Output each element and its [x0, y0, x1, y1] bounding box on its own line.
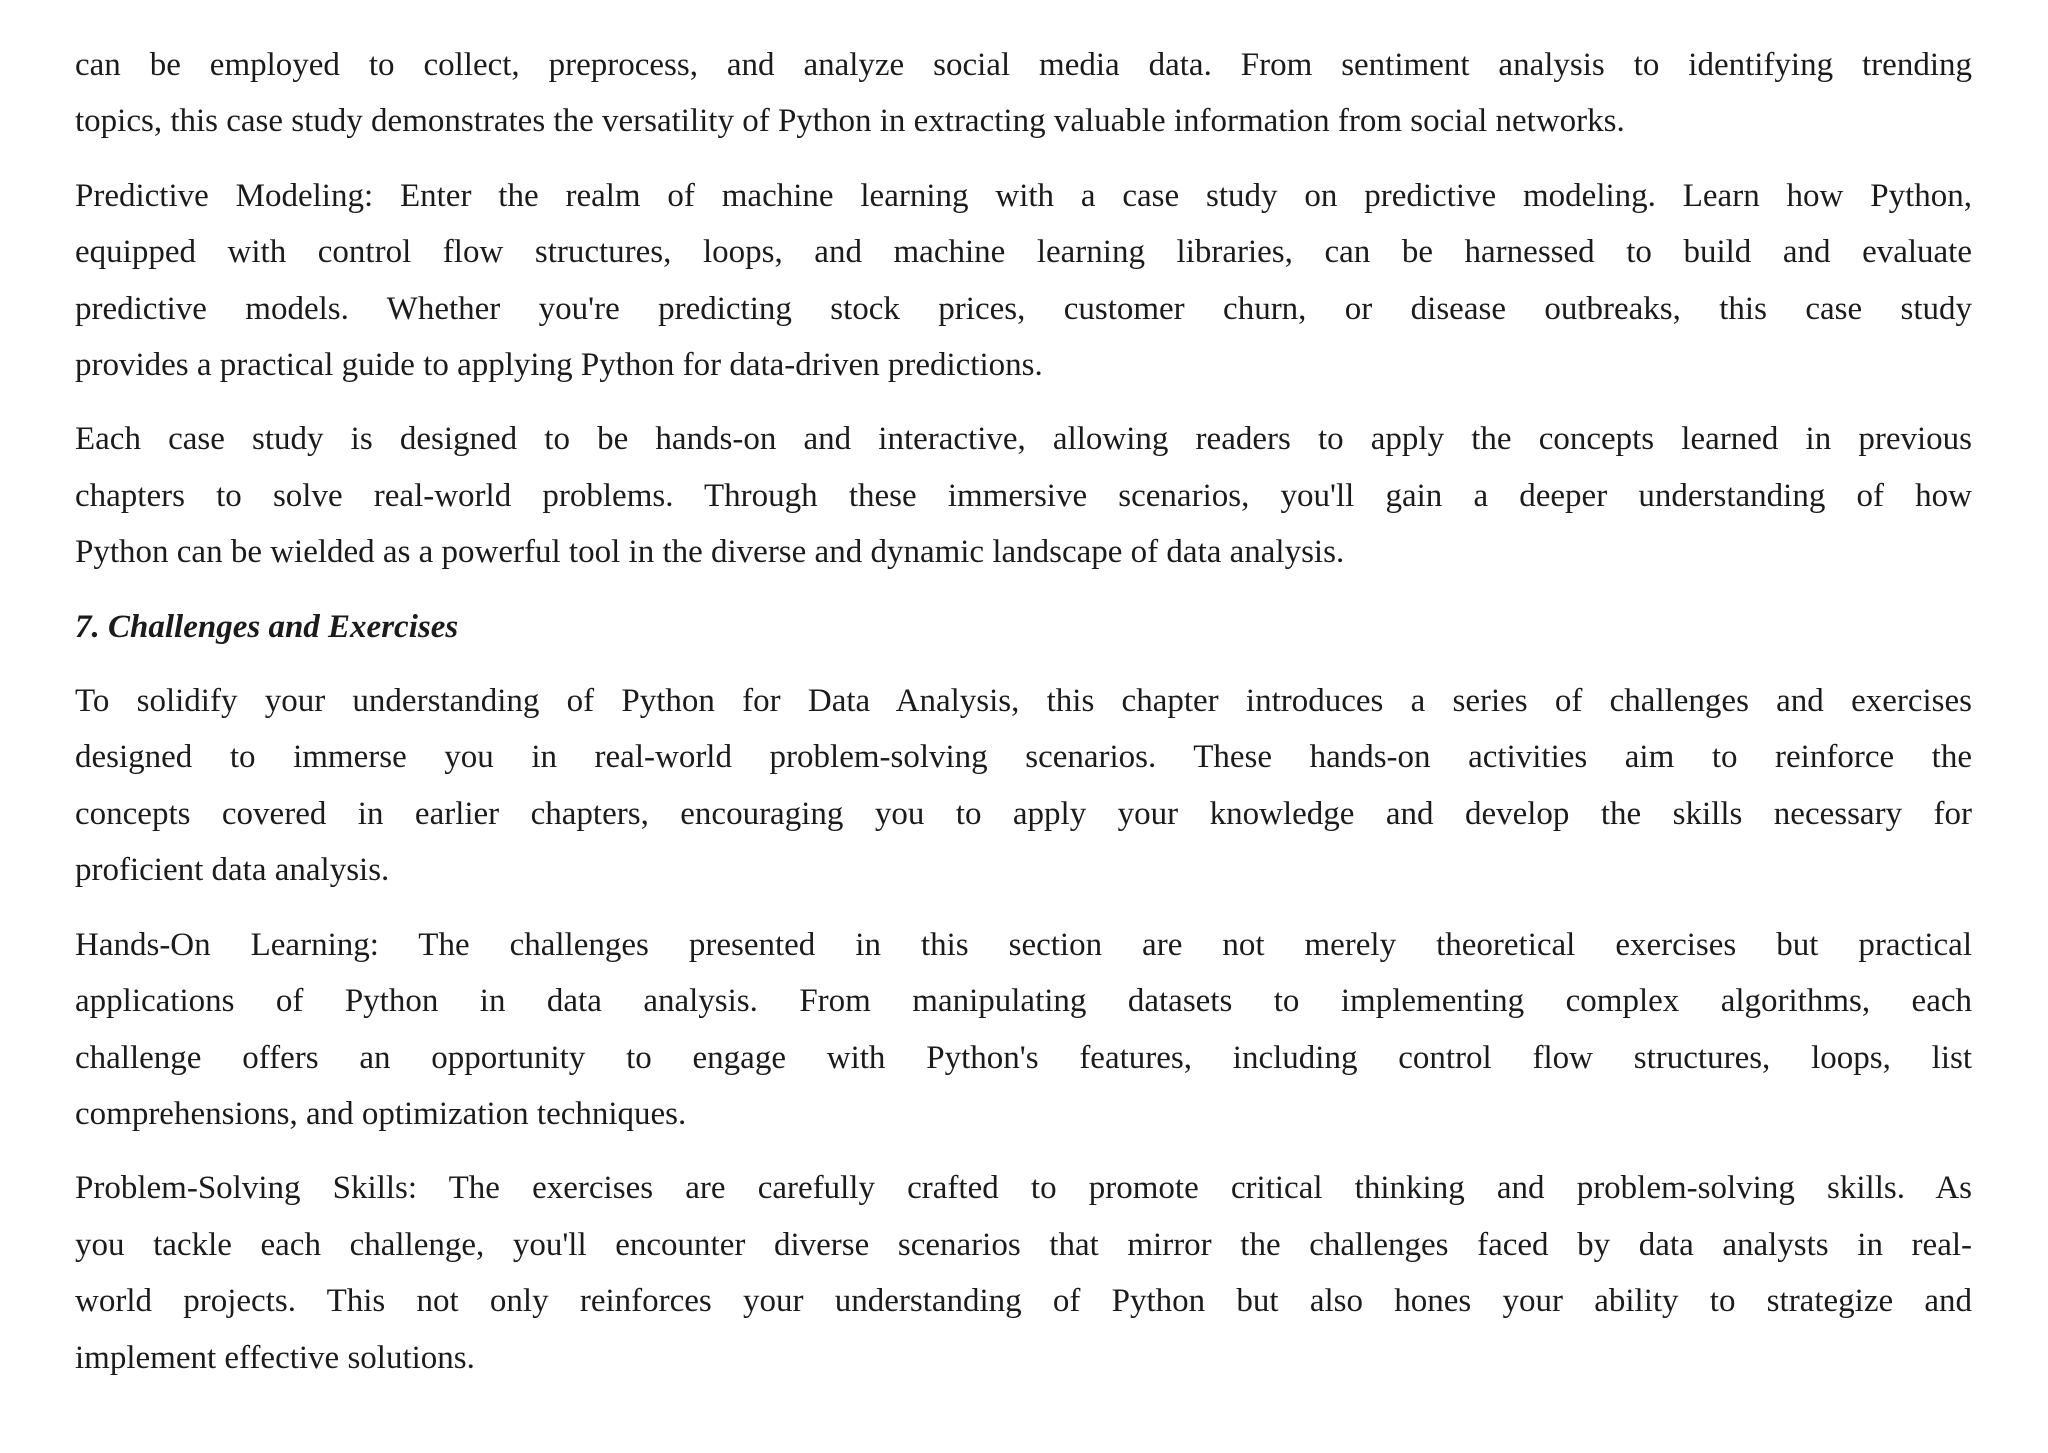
text-line: Each case study is designed to be hands-on and interactive, allowing readers to apply the concepts learned in previous — [75, 421, 1972, 458]
text-line: predictive models. Whether you're predicting stock prices, customer churn, or disease outbreaks, this case study — [75, 290, 1972, 327]
paragraph-case-study-summary — [75, 411, 1972, 580]
text-line: implement effective solutions. — [75, 1339, 475, 1376]
text-line: concepts covered in earlier chapters, encouraging you to apply your knowledge and develop the skills necessary for — [75, 795, 1972, 832]
text-line: provides a practical guide to applying Python for data-driven predictions. — [75, 347, 1043, 384]
text-line: challenge offers an opportunity to engage with Python's features, including control flow structures, loops, list — [75, 1039, 1972, 1076]
paragraph-predictive-modeling — [75, 168, 1972, 394]
document-page — [75, 37, 1972, 1404]
section-heading: 7. Challenges and Exercises — [75, 608, 459, 645]
text-line: Python can be wielded as a powerful tool in the diverse and dynamic landscape of data analysis. — [75, 534, 1345, 571]
text-line: designed to immerse you in real-world problem-solving scenarios. These hands-on activities aim to reinforce the — [75, 739, 1972, 776]
text-line: equipped with control flow structures, loops, and machine learning libraries, can be harnessed to build and evaluate — [75, 234, 1972, 271]
paragraph-problem-solving-skills — [75, 1160, 1972, 1386]
paragraph-social-media-case-study — [75, 37, 1972, 150]
text-line: To solidify your understanding of Python for Data Analysis, this chapter introduces a series of challenges and exercises — [75, 683, 1972, 720]
text-line: Predictive Modeling: Enter the realm of machine learning with a case study on predictive modeling. Learn how Python, — [75, 177, 1972, 214]
paragraph-challenges-intro — [75, 673, 1972, 899]
text-line: world projects. This not only reinforces your understanding of Python but also hones your ability to strategize and — [75, 1283, 1972, 1320]
text-line: comprehensions, and optimization techniques. — [75, 1095, 687, 1132]
text-line: Hands-On Learning: The challenges presented in this section are not merely theoretical exercises but practical — [75, 926, 1972, 963]
text-line: topics, this case study demonstrates the versatility of Python in extracting valuable information from social networks. — [75, 103, 1625, 140]
text-line: you tackle each challenge, you'll encounter diverse scenarios that mirror the challenges faced by data analysts in real- — [75, 1226, 1972, 1263]
paragraph-hands-on-learning — [75, 917, 1972, 1143]
text-line: can be employed to collect, preprocess, and analyze social media data. From sentiment analysis to identifying trending — [75, 47, 1972, 83]
text-line: proficient data analysis. — [75, 852, 390, 889]
text-line: Problem-Solving Skills: The exercises are carefully crafted to promote critical thinking and problem-solving skills. As — [75, 1170, 1972, 1207]
text-line: applications of Python in data analysis. From manipulating datasets to implementing complex algorithms, each — [75, 983, 1972, 1020]
text-line: chapters to solve real-world problems. Through these immersive scenarios, you'll gain a deeper understanding of how — [75, 477, 1972, 514]
